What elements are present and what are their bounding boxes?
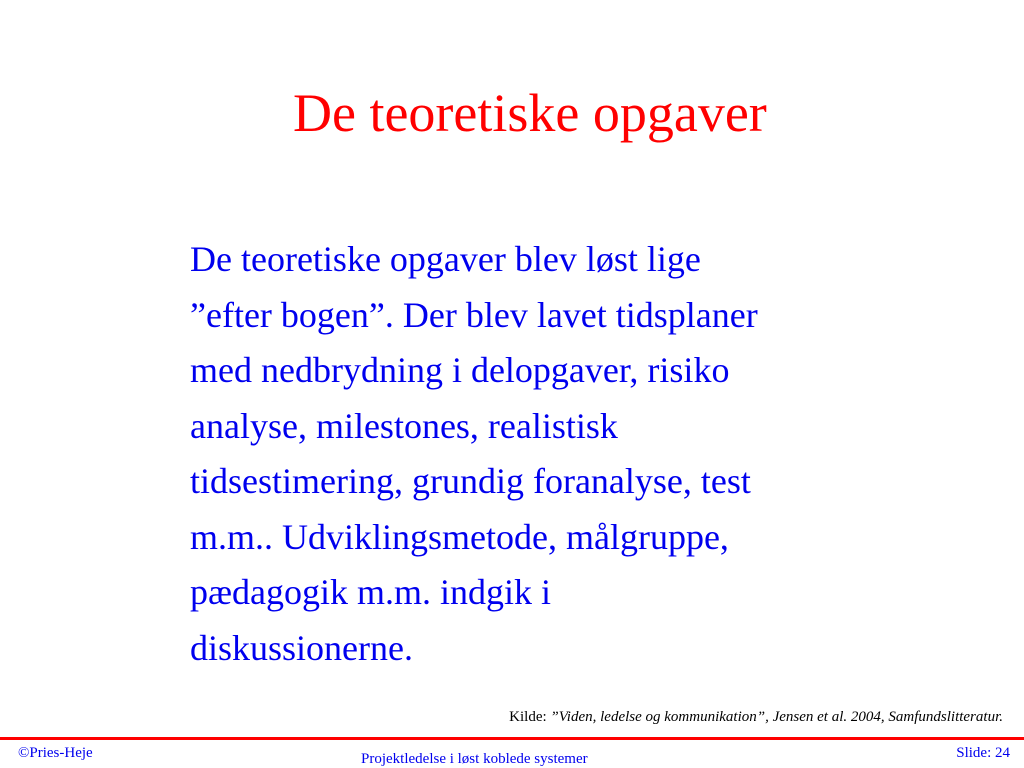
body-line: analyse, milestones, realistisk xyxy=(190,405,618,446)
body-line: med nedbrydning i delopgaver, risiko xyxy=(190,350,730,390)
source-reference: ”Viden, ledelse og kommunikation”, Jensen et al. 2004, Samfundslitteratur. xyxy=(550,709,1003,725)
body-line: pædagogik m.m. indgik i xyxy=(190,572,552,612)
footer-divider xyxy=(0,737,1024,740)
source-citation xyxy=(509,707,1003,727)
slide-title: De teoretiske opgaver xyxy=(293,83,767,143)
body-line: De teoretiske opgaver blev løst lige xyxy=(190,239,701,279)
footer-slide-number: Slide: 24 xyxy=(956,745,1010,761)
slide-body xyxy=(190,232,930,676)
source-label: Kilde: xyxy=(509,709,551,725)
body-line: tidsestimering, grundig foranalyse, test xyxy=(190,461,751,501)
footer-copyright: ©Pries-Heje xyxy=(18,745,93,761)
body-line: ”efter bogen”. Der blev lavet tidsplaner xyxy=(190,294,758,335)
footer-course-title: Projektledelse i løst koblede systemer xyxy=(361,751,588,767)
body-line: diskussionerne. xyxy=(190,627,413,668)
body-line: m.m.. Udviklingsmetode, målgruppe, xyxy=(190,516,729,557)
